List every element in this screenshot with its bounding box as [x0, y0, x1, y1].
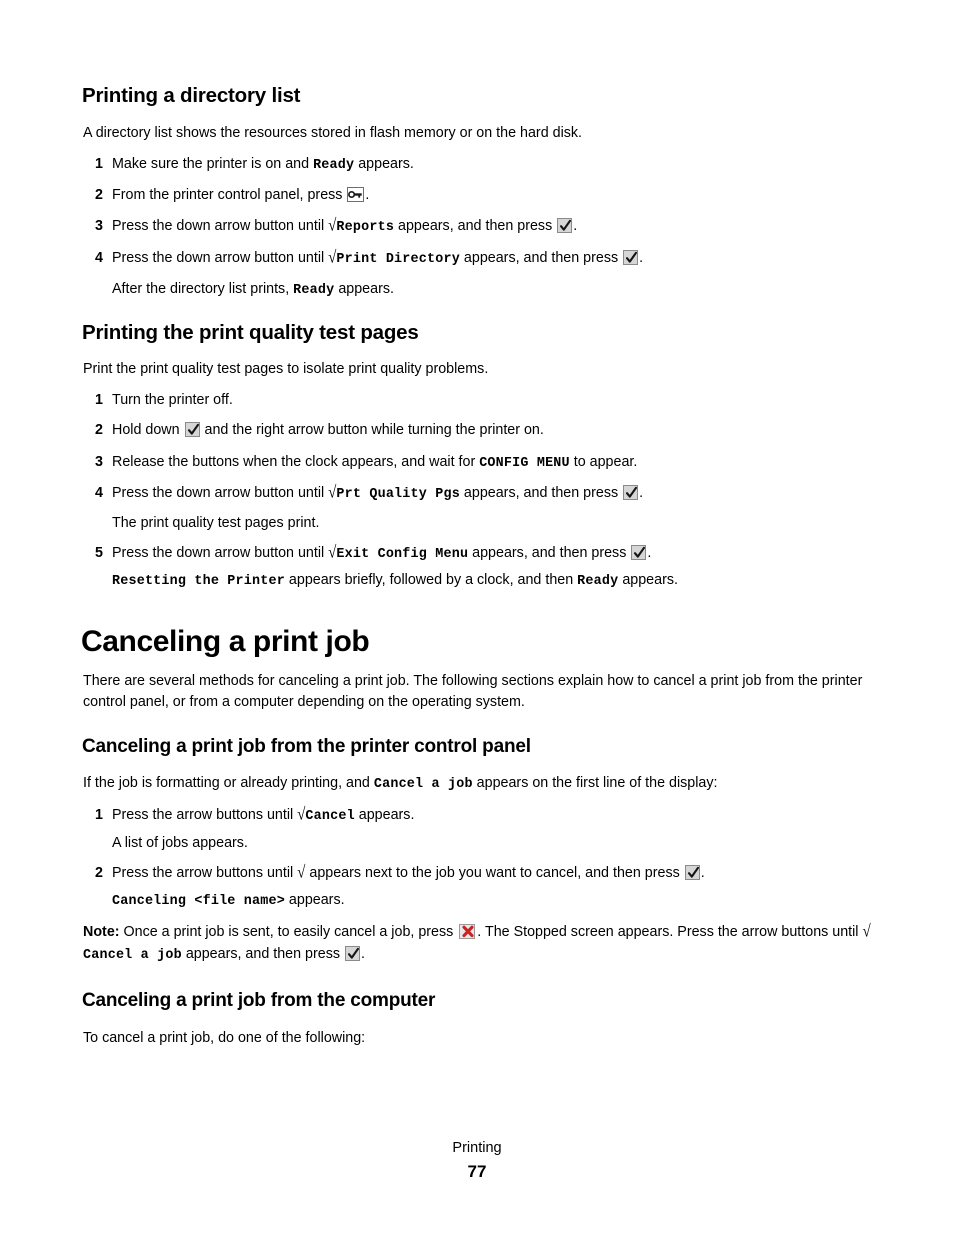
- step-text-pre: Hold down: [112, 422, 184, 438]
- substep-post: appears.: [618, 572, 678, 588]
- check-icon: [631, 545, 646, 560]
- heading-print-quality-test-pages: Printing the print quality test pages: [82, 321, 419, 344]
- step-text-post: .: [639, 250, 644, 266]
- check-icon: [185, 422, 200, 437]
- step-number: 2: [95, 187, 103, 203]
- step-text-mid: appears, and then press: [459, 485, 623, 501]
- intro-cancel-control-panel: [83, 773, 873, 794]
- step-number: 5: [95, 545, 103, 561]
- radical-check-glyph: √: [297, 863, 306, 883]
- step-text: [112, 154, 873, 175]
- check-icon: [557, 218, 572, 233]
- intro-print-quality: Print the print quality test pages to isolate print quality problems.: [83, 361, 489, 377]
- step-text: [112, 248, 873, 270]
- step-text-post: .: [639, 485, 644, 501]
- step-text-pre: Make sure the printer is on and: [112, 156, 314, 172]
- step-text-mid: appears, and then press: [394, 218, 557, 234]
- intro-canceling: There are several methods for canceling a print job. The following sections explain how to cancel a print job from the printer control panel, or from a computer depending on the operating system.: [83, 673, 863, 710]
- step-text-pre: Press the down arrow button until: [112, 545, 329, 561]
- step-text-pre: Press the down arrow button until: [112, 218, 329, 234]
- check-icon: [685, 865, 700, 880]
- step-number: 1: [95, 156, 103, 172]
- step-text-post: .: [573, 218, 578, 234]
- display-text-config-menu: CONFIG MENU: [479, 456, 570, 471]
- step-text: [112, 452, 873, 473]
- note-part-1: Once a print job is sent, to easily cancel a job, press: [119, 924, 458, 940]
- substep-post: appears.: [284, 892, 345, 908]
- step-number: 3: [95, 454, 103, 470]
- step-number: 4: [95, 250, 103, 266]
- step-quality-5: [83, 543, 873, 565]
- display-text-ready: Ready: [313, 158, 355, 173]
- step-text-pre: Press the arrow buttons until: [112, 865, 298, 881]
- page-footer: [0, 1140, 954, 1183]
- step-directory-4: [83, 248, 873, 270]
- step-text-post: .: [365, 187, 370, 203]
- substep-quality-pages-print: The print quality test pages print.: [112, 515, 320, 531]
- note-cancel-job: [83, 922, 873, 965]
- step-text-mid: appears next to the job you want to cancel, and then press: [305, 865, 684, 881]
- step-text-pre: Release the buttons when the clock appears, and wait for: [112, 454, 480, 470]
- check-icon: [345, 946, 360, 961]
- step-cancel-2: [83, 863, 873, 885]
- step-quality-1: [83, 390, 873, 411]
- substep-pre: After the directory list prints,: [112, 281, 294, 297]
- note-label: Note:: [83, 924, 120, 940]
- display-text-prt-quality-pgs: Prt Quality Pgs: [336, 487, 460, 502]
- footer-page-number: 77: [467, 1162, 487, 1182]
- step-text-post: appears.: [354, 807, 415, 823]
- radical-check-glyph: √: [328, 216, 337, 236]
- radical-check-glyph: √: [328, 543, 337, 563]
- substep-directory-after-print: [112, 279, 902, 300]
- step-number: 3: [95, 218, 103, 234]
- heading-printing-directory-list: Printing a directory list: [82, 84, 301, 107]
- step-directory-1: [83, 154, 873, 175]
- display-text-ready: Ready: [293, 283, 335, 298]
- step-quality-2: [83, 420, 873, 441]
- display-text-cancel-a-job: Cancel a job: [83, 947, 182, 963]
- step-number: 4: [95, 485, 103, 501]
- display-text-resetting-printer: Resetting the Printer: [112, 574, 285, 589]
- display-text-reports: Reports: [336, 220, 395, 235]
- intro-cancel-computer: To cancel a print job, do one of the following:: [83, 1030, 366, 1046]
- step-text: [112, 420, 873, 441]
- display-text-exit-config-menu: Exit Config Menu: [336, 547, 469, 562]
- step-text: [112, 216, 873, 238]
- substep-mid: appears briefly, followed by a clock, and then: [284, 572, 578, 588]
- step-directory-3: [83, 216, 873, 238]
- step-text: Turn the printer off.: [112, 392, 233, 408]
- substep-list-of-jobs: A list of jobs appears.: [112, 835, 248, 851]
- step-number: 2: [95, 422, 103, 438]
- intro-pre: If the job is formatting or already printing, and: [83, 775, 374, 791]
- display-text-cancel: Cancel: [305, 809, 355, 824]
- step-number: 1: [95, 807, 103, 823]
- intro-directory-list: A directory list shows the resources stored in flash memory or on the hard disk.: [83, 125, 583, 141]
- step-text-post: to appear.: [569, 454, 638, 470]
- step-text-pre: From the printer control panel, press: [112, 187, 347, 203]
- footer-section-label: Printing: [452, 1140, 502, 1156]
- intro-post: appears on the first line of the display:: [472, 775, 718, 791]
- step-quality-3: [83, 452, 873, 473]
- step-text-pre: Press the arrow buttons until: [112, 807, 298, 823]
- key-icon: [347, 187, 364, 202]
- radical-check-glyph: √: [328, 248, 337, 268]
- display-text-ready: Ready: [577, 574, 619, 589]
- step-number: 1: [95, 392, 103, 408]
- step-text-pre: Press the down arrow button until: [112, 250, 329, 266]
- display-text-cancel-a-job: Cancel a job: [373, 777, 473, 792]
- step-text-post: appears.: [354, 156, 414, 172]
- step-quality-4: [83, 483, 873, 505]
- step-text-post: .: [700, 865, 705, 881]
- note-part-3: appears, and then press: [181, 945, 344, 962]
- display-text-print-directory: Print Directory: [336, 252, 460, 267]
- radical-check-glyph: √: [328, 483, 337, 503]
- substep-resetting-printer: [112, 570, 902, 591]
- step-text-post: .: [647, 545, 652, 561]
- step-text-mid: appears, and then press: [459, 250, 623, 266]
- display-text-canceling-file: Canceling <file name>: [112, 894, 285, 909]
- heading-cancel-from-computer: Canceling a print job from the computer: [82, 990, 436, 1011]
- heading-cancel-from-control-panel: Canceling a print job from the printer control panel: [82, 736, 531, 757]
- step-text-post: and the right arrow button while turning the printer on.: [200, 422, 544, 438]
- step-text: [112, 185, 873, 206]
- step-text-mid: appears, and then press: [468, 545, 631, 561]
- step-number: 2: [95, 865, 103, 881]
- check-icon: [623, 250, 638, 265]
- substep-canceling-file-name: [112, 890, 902, 911]
- step-cancel-1: [83, 805, 873, 827]
- note-part-4: .: [360, 945, 365, 962]
- step-text: [112, 543, 873, 565]
- x-icon: [459, 924, 475, 939]
- step-text: [112, 483, 873, 505]
- step-directory-2: [83, 185, 873, 206]
- step-text: [112, 863, 873, 885]
- check-icon: [623, 485, 638, 500]
- step-text-pre: Press the down arrow button until: [112, 485, 329, 501]
- radical-check-glyph: √: [297, 805, 306, 825]
- radical-check-glyph: √: [862, 922, 871, 942]
- heading-canceling-print-job: Canceling a print job: [81, 625, 370, 658]
- step-text: [112, 805, 873, 827]
- substep-post: appears.: [334, 281, 394, 297]
- note-part-2: . The Stopped screen appears. Press the arrow buttons until: [477, 924, 863, 940]
